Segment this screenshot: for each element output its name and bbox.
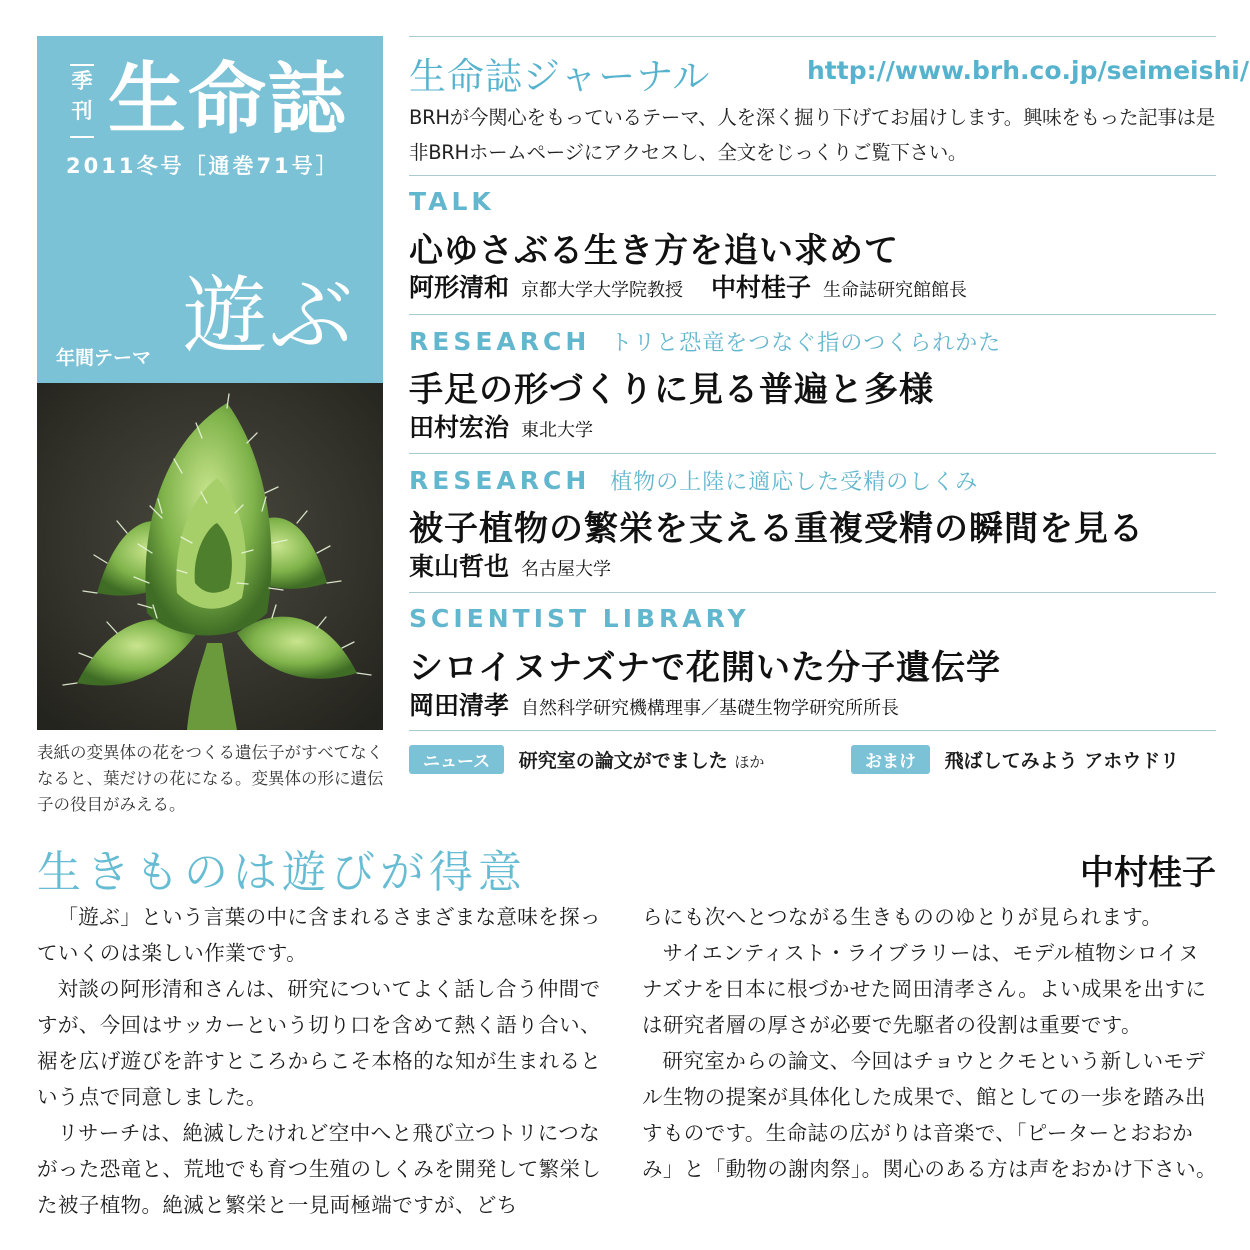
magazine-title: 生命誌 [108,54,349,145]
omake-text: 飛ばしてみよう アホウドリ [944,750,1180,772]
section-subtitle: トリと恐竜をつなぐ指のつくられかた [610,331,1002,356]
news-text: 研究室の論文がでました [518,750,728,772]
editorial-paragraph: 研究室からの論文、今回はチョウとクモという新しいモデル生物の提案が具体化した成果で、館としての一歩を踏み出すものです。生命誌の広がりは音楽で、「ピーターとおおかみ」と「動物の謝肉祭」。関心のある方は声をおかけ下さい。 [642,1049,1217,1181]
journal-url-link[interactable]: http://www.brh.co.jp/seimeishi/ [807,56,1250,85]
section-label-scientist-library [409,604,750,633]
editorial-paragraph: サイエンティスト・ライブラリーは、モデル植物シロイヌナズナを日本に根づかせた岡田清孝さん。よい成果を出すには研究者層の厚さが必要で先駆者の役割は重要です。 [642,941,1207,1037]
quarterly-badge: 季刊 [70,64,94,138]
divider [409,175,1216,176]
author-affiliation: 東北大学 [521,420,594,441]
author-row [409,408,621,444]
journal-title: 生命誌ジャーナル [409,55,711,98]
editorial-column-right [642,899,1220,1187]
omake-item[interactable] [851,745,1179,774]
author-name: 岡田清孝 [409,691,510,720]
article-title[interactable]: シロイヌナズナで花開いた分子遺伝学 [409,648,1001,688]
section-label-text: TALK [409,187,495,216]
author-name: 田村宏治 [409,413,510,442]
section-label-talk [409,187,495,216]
annual-theme-word: 遊ぶ [183,267,356,365]
divider [409,730,1216,731]
author-row [409,686,927,722]
divider [409,36,1216,37]
author-affiliation: 自然科学研究機構理事／基礎生物学研究所所長 [521,698,900,719]
editorial-paragraph: らにも次へとつながる生きもののゆとりが見られます。 [642,905,1163,929]
cover-photo [37,383,383,730]
article-title[interactable]: 被子植物の繁栄を支える重複受精の瞬間を見る [409,509,1144,549]
news-item[interactable] [409,745,764,774]
author-row [409,268,995,304]
cover-caption: 表紙の変異体の花をつくる遺伝子がすべてなくなると、葉だけの花になる。変異体の形に遺伝子の役目がみえる。 [37,743,384,814]
author-affiliation: 京都大学大学院教授 [521,280,684,301]
editorial-paragraph: 対談の阿形清和さんは、研究についてよく話し合う仲間ですが、今回はサッカーという切り口を含めて熱く語り合い、裾を広げ遊びを許すところからこそ本格的な知が生まれるという点で同意しました。 [37,977,602,1109]
author-affiliation: 名古屋大学 [521,559,612,580]
mutant-flower-image [37,383,383,730]
author-name: 中村桂子 [711,273,812,302]
editorial-paragraph: 「遊ぶ」という言葉の中に含まれるさまざまな意味を探っていくのは楽しい作業です。 [37,905,601,965]
article-title[interactable]: 心ゆさぶる生き方を追い求めて [409,231,899,271]
divider [409,592,1216,593]
author-name: 阿形清和 [409,273,510,302]
divider [409,314,1216,315]
issue-number: 2011冬号［通巻71号］ [66,154,340,178]
editorial-column-left [37,899,615,1223]
section-label-text: RESEARCH [409,466,591,495]
editorial-title: 生きものは遊びが得意 [37,847,527,898]
journal-description: BRHが今関心をもっているテーマ、人を深く掘り下げてお届けします。興味をもった記事は是非BRHホームページにアクセスし、全文をじっくりご覧下さい。 [409,106,1215,164]
news-tag: ニュース [409,745,504,774]
editorial-paragraph: リサーチは、絶滅したけれど空中へと飛び立つトリにつながった恐竜と、荒地でも育つ生殖のしくみを開発して繁栄した被子植物。絶滅と繁栄と一見両極端ですが、どち [37,1121,602,1217]
article-title[interactable]: 手足の形づくりに見る普遍と多様 [409,370,934,410]
news-suffix: ほか [734,753,765,771]
author-name: 東山哲也 [409,552,510,581]
section-label-research [409,326,1001,357]
section-label-text: RESEARCH [409,327,591,356]
section-label-text: SCIENTIST LIBRARY [409,604,750,633]
section-subtitle: 植物の上陸に適応した受精のしくみ [610,470,979,495]
author-affiliation: 生命誌研究館館長 [823,280,968,301]
editorial-author: 中村桂子 [1080,853,1216,893]
section-label-research [409,465,978,496]
annual-theme-label: 年間テーマ [56,347,152,369]
author-row [409,547,639,583]
divider [409,453,1216,454]
omake-tag: おまけ [851,745,930,774]
